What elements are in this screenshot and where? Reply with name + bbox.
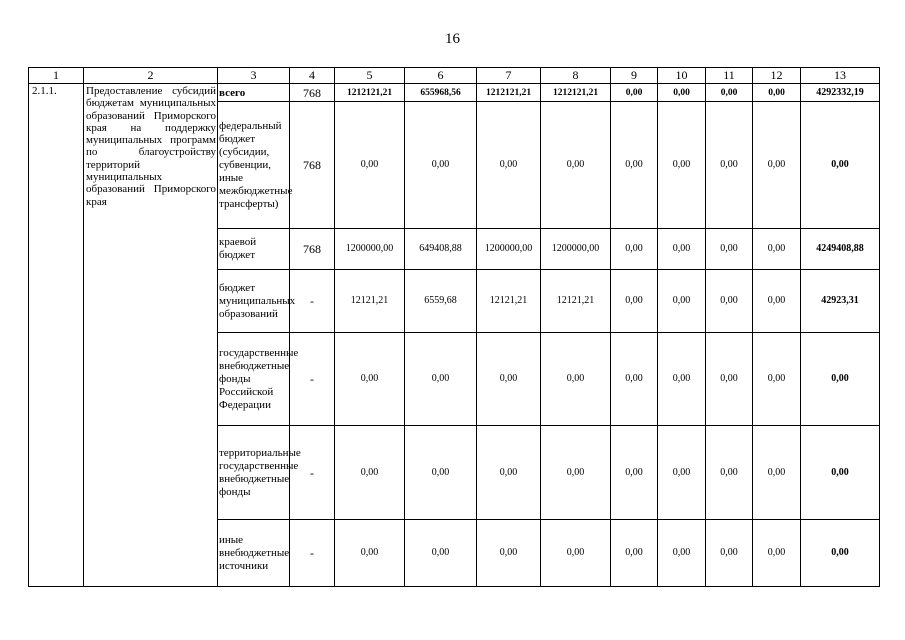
- value-cell: 0,00: [335, 520, 405, 587]
- column-number: 8: [541, 68, 611, 84]
- budget-code: -: [290, 520, 335, 587]
- value-cell: 0,00: [477, 426, 541, 520]
- value-cell: 0,00: [753, 333, 801, 426]
- value-cell: 1212121,21: [541, 84, 611, 102]
- total-cell: 4292332,19: [801, 84, 880, 102]
- value-cell: 0,00: [335, 426, 405, 520]
- value-cell: 1212121,21: [335, 84, 405, 102]
- funding-source: иные внебюджетные источники: [218, 520, 290, 587]
- value-cell: 0,00: [541, 102, 611, 229]
- value-cell: 0,00: [706, 333, 753, 426]
- budget-code: 768: [290, 84, 335, 102]
- funding-source: федеральный бюджет (субсидии, субвенции, иные межбюджетные трансферты): [218, 102, 290, 229]
- value-cell: 0,00: [753, 84, 801, 102]
- budget-table: [28, 67, 880, 587]
- value-cell: 0,00: [658, 520, 706, 587]
- budget-code: -: [290, 426, 335, 520]
- value-cell: 0,00: [611, 270, 658, 333]
- value-cell: 649408,88: [405, 229, 477, 270]
- value-cell: 0,00: [611, 426, 658, 520]
- value-cell: 655968,56: [405, 84, 477, 102]
- item-name: Предоставление субсидий бюджетам муниципальных образований Приморского края на поддержку муниципальных программ по благоустройству территорий муниципальных образований Приморского края: [84, 84, 218, 587]
- value-cell: 0,00: [706, 102, 753, 229]
- column-number: 7: [477, 68, 541, 84]
- column-number: 13: [801, 68, 880, 84]
- value-cell: 0,00: [541, 333, 611, 426]
- total-cell: 0,00: [801, 333, 880, 426]
- value-cell: 0,00: [753, 426, 801, 520]
- value-cell: 0,00: [405, 426, 477, 520]
- column-number: 3: [218, 68, 290, 84]
- funding-source: территориальные государственные внебюджетные фонды: [218, 426, 290, 520]
- value-cell: 0,00: [706, 84, 753, 102]
- column-number-row: [29, 68, 880, 84]
- value-cell: 0,00: [335, 333, 405, 426]
- value-cell: 0,00: [477, 102, 541, 229]
- value-cell: 1200000,00: [335, 229, 405, 270]
- column-number: 1: [29, 68, 84, 84]
- value-cell: 0,00: [706, 520, 753, 587]
- value-cell: 0,00: [658, 426, 706, 520]
- value-cell: 0,00: [477, 520, 541, 587]
- page-number: 16: [445, 31, 460, 47]
- value-cell: 0,00: [658, 84, 706, 102]
- value-cell: 0,00: [611, 229, 658, 270]
- value-cell: 0,00: [611, 333, 658, 426]
- funding-source: государственные внебюджетные фонды Российской Федерации: [218, 333, 290, 426]
- column-number: 2: [84, 68, 218, 84]
- budget-code: -: [290, 333, 335, 426]
- value-cell: 0,00: [753, 229, 801, 270]
- total-cell: 4249408,88: [801, 229, 880, 270]
- value-cell: 12121,21: [335, 270, 405, 333]
- value-cell: 0,00: [477, 333, 541, 426]
- value-cell: 0,00: [658, 229, 706, 270]
- value-cell: 0,00: [706, 270, 753, 333]
- column-number: 12: [753, 68, 801, 84]
- total-cell: 0,00: [801, 520, 880, 587]
- value-cell: 1200000,00: [541, 229, 611, 270]
- column-number: 6: [405, 68, 477, 84]
- value-cell: 0,00: [706, 426, 753, 520]
- item-index: 2.1.1.: [29, 84, 84, 587]
- value-cell: 0,00: [405, 520, 477, 587]
- value-cell: 0,00: [541, 520, 611, 587]
- budget-code: -: [290, 270, 335, 333]
- value-cell: 6559,68: [405, 270, 477, 333]
- funding-source: бюджет муниципальных образований: [218, 270, 290, 333]
- value-cell: 1200000,00: [477, 229, 541, 270]
- value-cell: 0,00: [405, 102, 477, 229]
- value-cell: 0,00: [706, 229, 753, 270]
- value-cell: 0,00: [611, 84, 658, 102]
- budget-code: 768: [290, 102, 335, 229]
- total-cell: 0,00: [801, 426, 880, 520]
- value-cell: 0,00: [753, 102, 801, 229]
- value-cell: 0,00: [753, 520, 801, 587]
- value-cell: 0,00: [658, 102, 706, 229]
- column-number: 4: [290, 68, 335, 84]
- value-cell: 0,00: [405, 333, 477, 426]
- value-cell: 0,00: [658, 270, 706, 333]
- value-cell: 1212121,21: [477, 84, 541, 102]
- value-cell: 12121,21: [477, 270, 541, 333]
- value-cell: 0,00: [658, 333, 706, 426]
- column-number: 11: [706, 68, 753, 84]
- budget-code: 768: [290, 229, 335, 270]
- total-cell: 42923,31: [801, 270, 880, 333]
- table-row-total: [29, 84, 880, 102]
- funding-source: краевой бюджет: [218, 229, 290, 270]
- value-cell: 0,00: [335, 102, 405, 229]
- value-cell: 0,00: [611, 520, 658, 587]
- column-number: 9: [611, 68, 658, 84]
- value-cell: 0,00: [753, 270, 801, 333]
- value-cell: 0,00: [611, 102, 658, 229]
- total-cell: 0,00: [801, 102, 880, 229]
- column-number: 5: [335, 68, 405, 84]
- funding-source: всего: [218, 84, 290, 102]
- value-cell: 12121,21: [541, 270, 611, 333]
- value-cell: 0,00: [541, 426, 611, 520]
- column-number: 10: [658, 68, 706, 84]
